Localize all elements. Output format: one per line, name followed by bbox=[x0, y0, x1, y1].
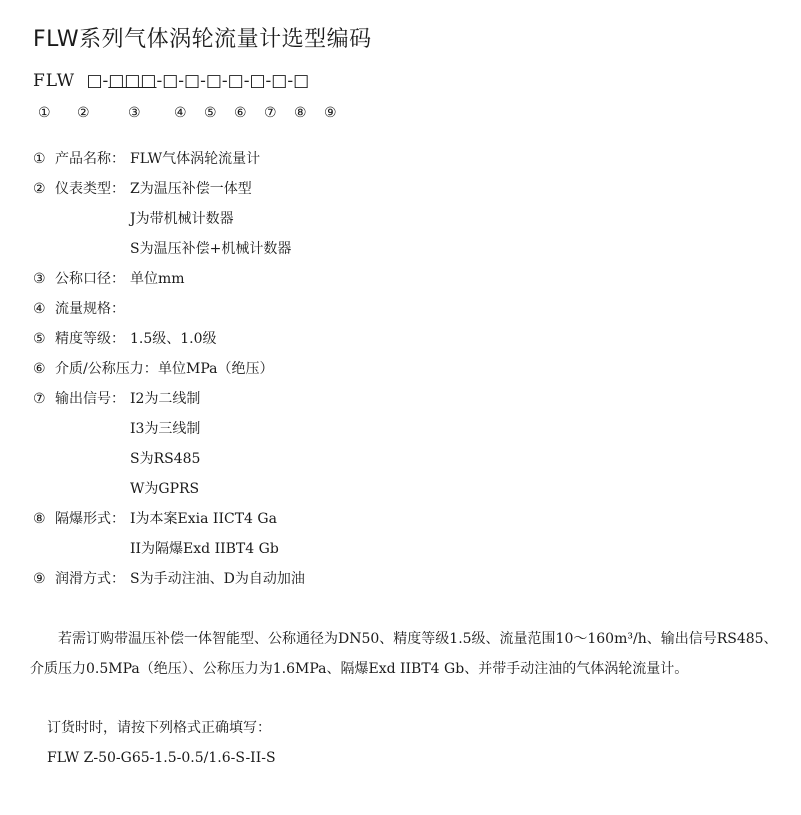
definition-key: 精度等级： bbox=[55, 331, 125, 347]
order-instruction: 订货时时，请按下列格式正确填写： bbox=[47, 720, 271, 736]
position-numbers bbox=[0, 102, 801, 124]
definition-number: ① bbox=[33, 151, 46, 167]
definition-value: S为温压补偿+机械计数器 bbox=[130, 241, 292, 257]
position-number: ① bbox=[38, 105, 51, 121]
definition-key: 输出信号： bbox=[55, 391, 125, 407]
definition-value: 单位MPa（绝压） bbox=[158, 361, 274, 377]
definition-key: 仪表类型： bbox=[55, 181, 125, 197]
definition-number: ③ bbox=[33, 271, 46, 287]
definition-key: 公称口径： bbox=[55, 271, 125, 287]
code-prefix: FLW bbox=[33, 71, 76, 91]
code-pattern bbox=[33, 68, 309, 94]
code-part-1: □- bbox=[86, 71, 109, 91]
definition-value: 单位mm bbox=[130, 271, 185, 287]
code-part-3: -□-□-□-□-□-□-□ bbox=[156, 71, 310, 91]
definition-value: II为隔爆Exd IIBT4 Gb bbox=[130, 541, 279, 557]
position-number: ⑧ bbox=[294, 105, 307, 121]
definition-value: Z为温压补偿一体型 bbox=[130, 181, 252, 197]
definition-key: 产品名称： bbox=[55, 151, 125, 167]
definition-number: ⑥ bbox=[33, 361, 46, 377]
definition-key: 流量规格： bbox=[55, 301, 125, 317]
definition-value: I为本案Exia IICT4 Ga bbox=[130, 511, 277, 527]
definition-number: ④ bbox=[33, 301, 46, 317]
position-number: ③ bbox=[128, 105, 141, 121]
order-code-example: FLW Z-50-G65-1.5-0.5/1.6-S-II-S bbox=[47, 750, 276, 766]
definition-value: I2为二线制 bbox=[130, 391, 201, 407]
code-part-2: □□□ bbox=[108, 71, 157, 91]
position-number: ⑤ bbox=[204, 105, 217, 121]
position-number: ④ bbox=[174, 105, 187, 121]
definition-value: I3为三线制 bbox=[130, 421, 201, 437]
definition-value: S为手动注油、D为自动加油 bbox=[130, 571, 305, 587]
definition-key: 隔爆形式： bbox=[55, 511, 125, 527]
definition-number: ⑦ bbox=[33, 391, 46, 407]
definition-value: J为带机械计数器 bbox=[130, 211, 234, 227]
definition-value: S为RS485 bbox=[130, 451, 201, 467]
definition-value: FLW气体涡轮流量计 bbox=[130, 151, 261, 167]
position-number: ⑦ bbox=[264, 105, 277, 121]
definition-value: 1.5级、1.0级 bbox=[130, 331, 217, 347]
definition-value: W为GPRS bbox=[130, 481, 200, 497]
example-paragraph: 若需订购带温压补偿一体智能型、公称通径为DN50、精度等级1.5级、流量范围10～160m³/h、输出信号RS485、介质压力0.5MPa（绝压）、公称压力为1.6MPa、隔爆Exd IIBT4 Gb、并带手动注油的气体涡轮流量计。 bbox=[30, 631, 778, 677]
definition-number: ⑧ bbox=[33, 511, 46, 527]
page-title: FLW系列气体涡轮流量计选型编码 bbox=[33, 27, 372, 52]
position-number: ⑨ bbox=[324, 105, 337, 121]
position-number: ⑥ bbox=[234, 105, 247, 121]
definition-key: 润滑方式： bbox=[55, 571, 125, 587]
position-number: ② bbox=[77, 105, 90, 121]
definition-key: 介质/公称压力： bbox=[55, 361, 158, 377]
definition-number: ⑤ bbox=[33, 331, 46, 347]
definition-number: ⑨ bbox=[33, 571, 46, 587]
definition-number: ② bbox=[33, 181, 46, 197]
